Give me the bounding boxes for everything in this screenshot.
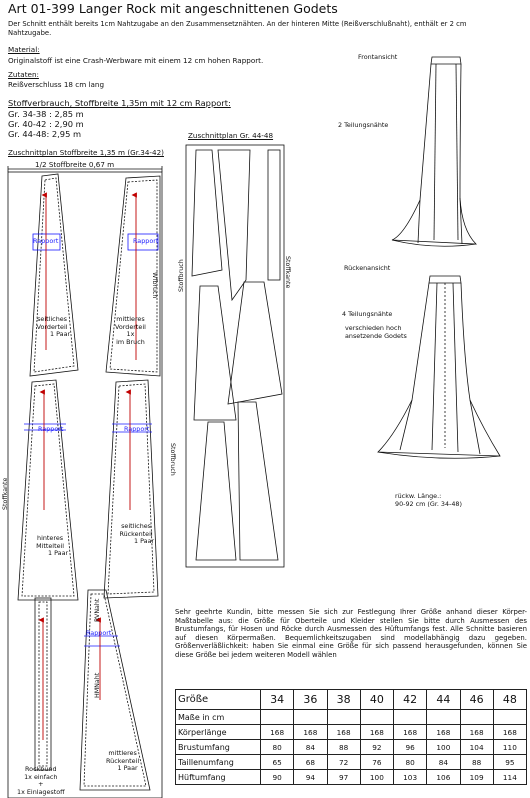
table-cell: 100: [360, 770, 393, 785]
table-row: [176, 755, 527, 770]
row-label: Körperlänge: [176, 725, 261, 740]
length-note: rückw. Länge.: 90-92 cm (Gr. 34-48): [395, 492, 462, 508]
unit-label: Maße in cm: [176, 710, 261, 725]
table-cell: 88: [460, 755, 493, 770]
table-cell: 80: [394, 755, 427, 770]
table-cell: 168: [493, 725, 526, 740]
table-row: [176, 770, 527, 785]
pattern-piece-hinteres-mittelteil: [18, 380, 78, 600]
size-cell: 38: [327, 690, 360, 710]
table-cell: 68: [294, 755, 327, 770]
table-cell: 106: [427, 770, 460, 785]
table-cell: 95: [493, 755, 526, 770]
table-cell: 65: [261, 755, 294, 770]
stoffverbrauch-row: Gr. 40-42 : 2,90 m: [8, 119, 84, 129]
size-cell: 36: [294, 690, 327, 710]
table-cell: 168: [460, 725, 493, 740]
rapport-label: Rapport: [38, 425, 64, 433]
piece-label-seitliches-rueckenteil: seitliches Rückenteil 1 Paar: [119, 522, 155, 546]
table-cell: 90: [261, 770, 294, 785]
table-cell: 76: [360, 755, 393, 770]
table-cell: 92: [360, 740, 393, 755]
selvedge-label: Stoffkante: [2, 477, 9, 510]
zutaten-text: Reißverschluss 18 cm lang: [8, 80, 105, 89]
piece-label-mittleres-vorderteil: mittleres Vorderteil 1x im Bruch: [115, 315, 146, 346]
table-row: [176, 725, 527, 740]
rapport-label: Rapport: [33, 237, 59, 245]
unit-row: [176, 710, 527, 725]
size-cell: 40: [360, 690, 393, 710]
rapport-label: Rapport: [124, 425, 150, 433]
fabric-boundary-left: [8, 172, 162, 798]
pattern-piece-seitliches-vorderteil: [30, 174, 78, 376]
table-cell: 103: [394, 770, 427, 785]
back-view-skirt: [378, 276, 500, 458]
zutaten-heading: Zutaten:: [8, 70, 39, 79]
fold-label: Stoffbruch: [169, 443, 176, 476]
back-view-note: 4 Teilungsnähte: [342, 310, 393, 318]
table-cell: 168: [327, 725, 360, 740]
back-view-note2: verschieden hoch ansetzende Godets: [345, 324, 407, 340]
material-text: Originalstoff ist eine Crash-Werbware mit einem 12 cm hohen Rapport.: [8, 56, 264, 65]
rapport-label: Rapport: [86, 629, 112, 637]
table-cell: 80: [261, 740, 294, 755]
table-cell: 88: [327, 740, 360, 755]
table-cell: 84: [427, 755, 460, 770]
plan-right-title: Zuschnittplan Gr. 44-48: [188, 131, 274, 140]
size-intro-text: Sehr geehrte Kundin, bitte messen Sie sich zur Festlegung Ihrer Größe anhand dieser Körper-Maßtabelle aus: die Größe für Oberteile und Kleider stellen Sie bitte durch Ausmessen des Brustumfangs, für Hosen und Röcke durch Ausmessen des Hüftumfangs fest. Alle Schnitte basieren auf diesen Körpermaßen. Bequemlichkeitszugaben sind modellabhängig dazu gegeben. Größenverläßlichkeit: haben Sie einmal eine Größe für sich passend herausgefunden, können Sie diese Größe bei jedem weiteren Modell wählen: [175, 608, 527, 659]
table-cell: 109: [460, 770, 493, 785]
plan-left-width-label: 1/2 Stoffbreite 0,67 m: [35, 160, 115, 169]
rapport-label: Rapport: [133, 237, 159, 245]
row-label: Hüftumfang: [176, 770, 261, 785]
table-cell: 114: [493, 770, 526, 785]
piece-label-hinteres-mittelteil: hinteres Mittelteil 1 Paar: [36, 534, 69, 558]
rv-naht-label: RVNaht: [94, 598, 101, 622]
row-label: Brustumfang: [176, 740, 261, 755]
piece-label-mittleres-rueckenteil: mittleres Rückenteil 1 Paar: [106, 749, 140, 773]
size-cell: 48: [493, 690, 526, 710]
table-cell: 72: [327, 755, 360, 770]
fold-label: Stoffbruch: [178, 259, 185, 292]
size-cell: 34: [261, 690, 294, 710]
table-cell: 84: [294, 740, 327, 755]
table-row: [176, 740, 527, 755]
front-view-skirt: [392, 57, 476, 246]
page-title: Art 01-399 Langer Rock mit angeschnittenen Godets: [8, 1, 338, 16]
plan-left-title: Zuschnittplan Stoffbreite 1,35 m (Gr.34-42): [8, 148, 164, 157]
fold-label: Wfbruch: [151, 272, 158, 299]
stoffverbrauch-heading: Stoffverbrauch, Stoffbreite 1,35m mit 12 cm Rapport:: [8, 98, 231, 108]
table-cell: 96: [394, 740, 427, 755]
hm-naht-label: HMNaht: [94, 672, 101, 698]
front-view-label: Frontansicht: [358, 53, 398, 61]
size-cell: 46: [460, 690, 493, 710]
stoffverbrauch-row: Gr. 44-48: 2,95 m: [8, 129, 82, 139]
size-header-label: Größe: [176, 690, 261, 710]
table-cell: 100: [427, 740, 460, 755]
piece-label-rockbund: Rockbund 1x einfach + 1x Einlagestoff: [17, 765, 65, 796]
table-cell: 94: [294, 770, 327, 785]
table-cell: 168: [360, 725, 393, 740]
front-view-note: 2 Teilungsnähte: [338, 121, 389, 129]
table-cell: 104: [460, 740, 493, 755]
size-cell: 44: [427, 690, 460, 710]
table-cell: 168: [294, 725, 327, 740]
stoffverbrauch-row: Gr. 34-38 : 2,85 m: [8, 109, 84, 119]
size-cell: 42: [394, 690, 427, 710]
table-cell: 110: [493, 740, 526, 755]
size-table: [175, 689, 527, 785]
back-view-label: Rückenansicht: [344, 264, 391, 272]
row-label: Taillenumfang: [176, 755, 261, 770]
intro-text: Der Schnitt enthält bereits 1cm Nahtzugabe an den Zusammensetznähten. An der hinteren Mitte (Reißverschlußnaht), enthält er 2 cm Nahtzugabe.: [8, 20, 467, 37]
size-header-row: [176, 690, 527, 710]
piece-label-seitliches-vorderteil: seitliches Vorderteil 1 Paar: [36, 315, 71, 339]
table-cell: 168: [427, 725, 460, 740]
selvedge-label: Stoffkante: [284, 256, 291, 289]
table-cell: 168: [394, 725, 427, 740]
table-cell: 168: [261, 725, 294, 740]
table-cell: 97: [327, 770, 360, 785]
material-heading: Material:: [8, 45, 40, 54]
